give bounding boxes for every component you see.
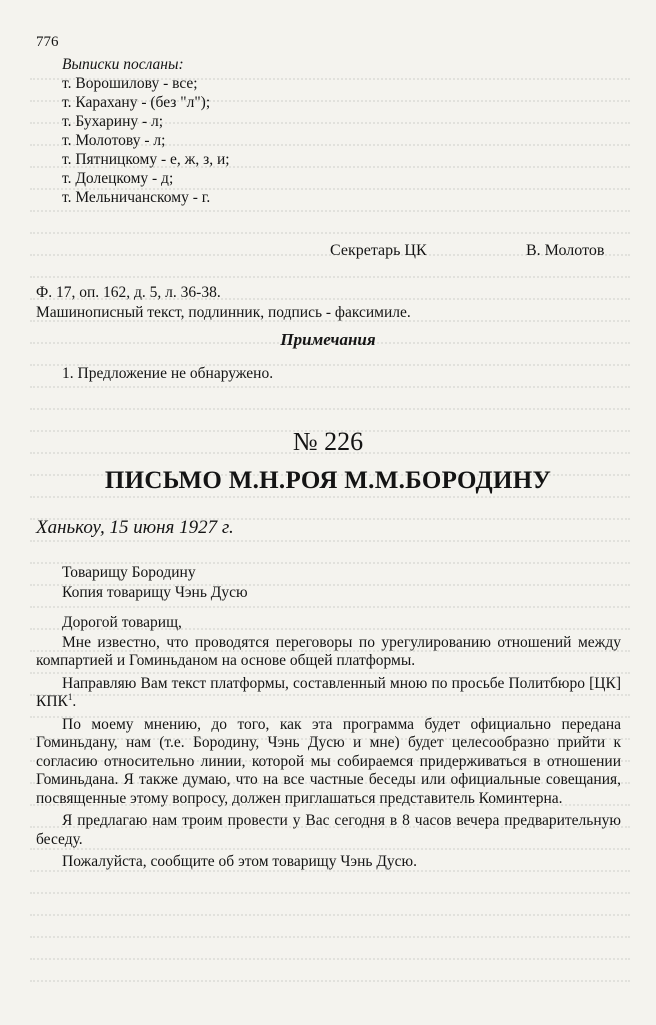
letter-paragraph-end: .: [72, 693, 77, 710]
extract-recipient: т. Карахану - (без "л");: [62, 94, 211, 111]
archive-description: Машинописный текст, подлинник, подпись - факсимиле.: [36, 304, 411, 321]
extracts-title: Выписки посланы:: [62, 56, 184, 73]
extracts-block: [62, 55, 230, 207]
letter-paragraph-text: Направляю Вам текст платформы, составленный мною по просьбе Политбюро [ЦК] КПК: [36, 674, 621, 710]
document-number: № 226: [292, 427, 364, 456]
letter-paragraph: Пожалуйста, сообщите об этом товарищу Чэнь Дусю.: [62, 853, 417, 870]
letter-paragraph: Я предлагаю нам троим провести у Вас сегодня в 8 часов вечера предварительную беседу.: [36, 812, 621, 848]
extract-recipient: т. Мельничанскому - г.: [62, 189, 211, 206]
letter-paragraph: Мне известно, что проводятся переговоры по урегулированию отношений между компартией и Гоминьданом на основе общей платформы.: [36, 633, 621, 669]
extract-recipient: т. Молотову - л;: [62, 132, 166, 149]
extract-recipient: т. Пятницкому - е, ж, з, и;: [62, 151, 230, 168]
letter-paragraph: По моему мнению, до того, как эта программа будет официально передана Гоминьдану, нам (т.е. Бородину, Чэнь Дусю и мне) будет целесообразно прийти к согласию относительно линии, которой мы собираемся придерживаться в отношении Гоминьдана. Я также думаю, что на все частные беседы или официальные совещания, посвященные этому вопросу, должен приглашаться представитель Коминтерна.: [36, 715, 621, 807]
footnote-marker: 1: [67, 691, 73, 702]
letter-paragraph: [36, 675, 621, 712]
notes-heading: Примечания: [280, 330, 376, 349]
letter-body: [36, 614, 621, 876]
signature-name: В. Молотов: [526, 242, 605, 259]
note-item: 1. Предложение не обнаружено.: [62, 365, 274, 382]
archive-info: [36, 283, 411, 323]
document-place-date: Ханькоу, 15 июня 1927 г.: [36, 517, 234, 538]
letter-greeting: Дорогой товарищ,: [62, 614, 182, 631]
archive-reference: Ф. 17, оп. 162, д. 5, л. 36-38.: [36, 284, 221, 301]
signature-role: Секретарь ЦК: [330, 242, 427, 259]
document-title: ПИСЬМО М.Н.РОЯ М.М.БОРОДИНУ: [104, 467, 552, 494]
page-number: 776: [36, 34, 59, 50]
extract-recipient: т. Бухарину - л;: [62, 113, 164, 130]
addressee-copy-line: Копия товарищу Чэнь Дусю: [62, 584, 248, 601]
extract-recipient: т. Долецкому - д;: [62, 170, 174, 187]
addressee-block: [62, 563, 248, 603]
extract-recipient: т. Ворошилову - все;: [62, 75, 198, 92]
addressee-line: Товарищу Бородину: [62, 564, 196, 581]
